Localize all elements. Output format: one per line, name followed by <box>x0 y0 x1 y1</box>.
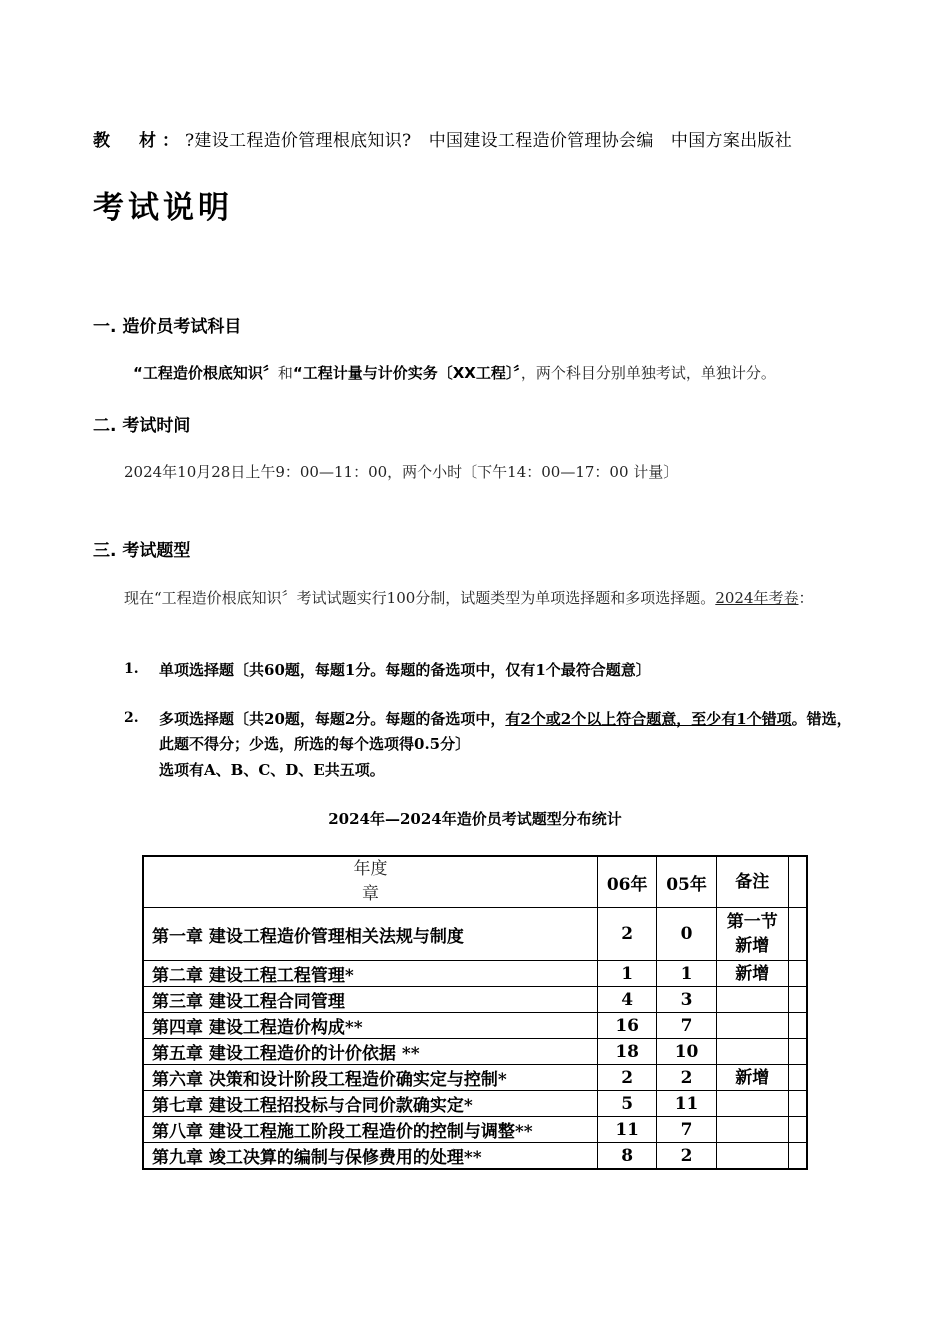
row-06: 16 <box>597 1013 656 1039</box>
header-chapter-label: 章 <box>361 884 379 904</box>
row-note <box>716 1039 788 1065</box>
subject-and: 和 <box>277 364 293 382</box>
table-row <box>143 1039 807 1065</box>
row-05: 0 <box>657 908 716 961</box>
textbook-text: ?建设工程造价管理根底知识? 中国建设工程造价管理协会编 中国方案出版社 <box>185 131 793 151</box>
row-06: 2 <box>597 908 656 961</box>
section-heading-subjects: 一. 造价员考试科目 <box>93 317 242 337</box>
row-extra <box>788 1117 807 1143</box>
row-note <box>716 1117 788 1143</box>
row-05: 3 <box>657 987 716 1013</box>
header-05: 05年 <box>657 856 716 908</box>
row-chapter: 第八章 建设工程施工阶段工程造价的控制与调整** <box>143 1117 597 1143</box>
row-extra <box>788 987 807 1013</box>
row-chapter: 第七章 建设工程招投标与合同价款确实定* <box>143 1091 597 1117</box>
section-heading-types: 三. 考试题型 <box>93 541 191 561</box>
row-note <box>716 987 788 1013</box>
multi-choice-text-a: 多项选择题〔共20题，每题2分。每题的备选项中， <box>159 710 506 728</box>
row-06: 11 <box>597 1117 656 1143</box>
row-extra <box>788 1013 807 1039</box>
table-row <box>143 1065 807 1091</box>
row-chapter: 第三章 建设工程合同管理 <box>143 987 597 1013</box>
subject-a: “工程造价根底知识〞 <box>133 364 278 382</box>
list-number-2: 2. <box>124 710 139 726</box>
row-extra <box>788 1039 807 1065</box>
row-extra <box>788 908 807 961</box>
row-05: 1 <box>657 961 716 987</box>
table-caption: 2024年—2024年造价员考试题型分布统计 <box>328 810 622 828</box>
row-06: 18 <box>597 1039 656 1065</box>
row-note: 新增 <box>716 1065 788 1091</box>
subject-b: “工程计量与计价实务〔XX工程〕〞 <box>292 364 521 382</box>
row-note <box>716 1143 788 1170</box>
header-corner <box>143 856 597 908</box>
row-note: 新增 <box>716 961 788 987</box>
row-06: 5 <box>597 1091 656 1117</box>
row-06: 8 <box>597 1143 656 1170</box>
textbook-line <box>93 126 792 151</box>
table-row <box>143 1117 807 1143</box>
row-note-text: 第一节新增 <box>726 912 778 956</box>
row-05: 10 <box>657 1039 716 1065</box>
row-05: 7 <box>657 1013 716 1039</box>
row-05: 2 <box>657 1065 716 1091</box>
row-extra <box>788 1143 807 1170</box>
table-row <box>143 908 807 961</box>
textbook-label: 教 材： <box>93 131 185 151</box>
table-row <box>143 1143 807 1170</box>
exam-paper-link: 2024年考卷 <box>715 589 799 607</box>
table-header-row <box>143 856 807 908</box>
row-extra <box>788 1065 807 1091</box>
options-note: 选项有A、B、C、D、E共五项。 <box>159 761 385 779</box>
types-para-end: ： <box>798 589 814 607</box>
row-chapter: 第二章 建设工程工程管理* <box>143 961 597 987</box>
row-extra <box>788 1091 807 1117</box>
multi-choice-text-b: 。错选，此题不得分；少选，所选的每个选项得0.5分〕 <box>159 710 852 753</box>
page-title: 考试说明 <box>93 190 233 226</box>
table-row <box>143 1013 807 1039</box>
row-chapter: 第九章 竣工决算的编制与保修费用的处理** <box>143 1143 597 1170</box>
multi-choice-underlined: 有2个或2个以上符合题意，至少有1个错项 <box>505 710 792 728</box>
row-05: 11 <box>657 1091 716 1117</box>
row-06: 2 <box>597 1065 656 1091</box>
header-note: 备注 <box>716 856 788 908</box>
row-extra <box>788 961 807 987</box>
row-note <box>716 1091 788 1117</box>
row-chapter: 第五章 建设工程造价的计价依据 ** <box>143 1039 597 1065</box>
section-heading-time: 二. 考试时间 <box>93 416 191 436</box>
table-row <box>143 961 807 987</box>
exam-time-text: 2024年10月28日上午9：00—11：00，两个小时〔下午14：00—17：00 计量〕 <box>124 463 679 481</box>
row-05: 2 <box>657 1143 716 1170</box>
header-06: 06年 <box>597 856 656 908</box>
row-chapter: 第一章 建设工程造价管理相关法规与制度 <box>143 908 597 961</box>
row-06: 1 <box>597 961 656 987</box>
table-row <box>143 1091 807 1117</box>
row-05: 7 <box>657 1117 716 1143</box>
distribution-table <box>142 855 808 1170</box>
list-item-single-choice: 单项选择题〔共60题，每题1分。每题的备选项中，仅有1个最符合题意〕 <box>159 661 651 679</box>
table-row <box>143 987 807 1013</box>
row-06: 4 <box>597 987 656 1013</box>
list-item-multi-choice <box>159 707 864 757</box>
row-note <box>716 908 788 961</box>
list-number-1: 1. <box>124 661 139 677</box>
row-note <box>716 1013 788 1039</box>
header-year-label: 年度 <box>353 859 388 879</box>
row-chapter: 第六章 决策和设计阶段工程造价确实定与控制* <box>143 1065 597 1091</box>
types-para-main: 现在“工程造价根底知识〞考试试题实行100分制，试题类型为单项选择题和多项选择题。 <box>124 589 716 607</box>
subjects-rest: ，两个科目分别单独考试，单独计分。 <box>520 364 776 382</box>
row-chapter: 第四章 建设工程造价构成** <box>143 1013 597 1039</box>
subjects-paragraph <box>133 362 776 383</box>
question-types-paragraph <box>93 586 863 611</box>
header-extra <box>788 856 807 908</box>
